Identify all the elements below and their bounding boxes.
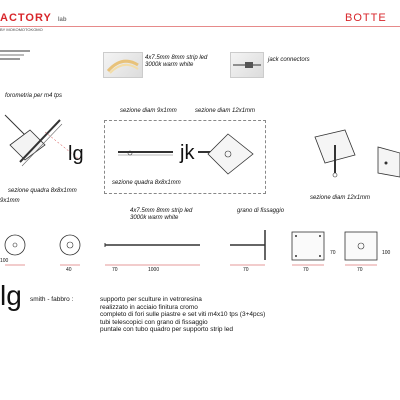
header-divider (0, 26, 400, 27)
label-9x1: 9x1mm (0, 198, 20, 204)
dim-70: 70 (112, 267, 118, 273)
iso-drawing-right (300, 115, 400, 195)
dim-100: 100 (0, 258, 9, 264)
label-strip-led-2: 4x7.5mm 8mm strip led (130, 208, 193, 214)
label-sezione-quadra-2: sezione quadra 8x8x1mm (112, 180, 181, 186)
brand-name: ACTORY (0, 12, 52, 24)
dim-70b: 70 (243, 267, 249, 273)
brand-logo (0, 12, 67, 24)
sheet-title: BOTTE (345, 12, 387, 24)
jack-connector-icon (231, 53, 263, 77)
label-forometria: forometria per m4 tps (5, 93, 63, 99)
dim-100b: 100 (382, 250, 391, 256)
description-line: tubi telescopici con grano di fissaggio (100, 318, 208, 326)
letter-lg-small: lg (68, 143, 84, 165)
label-sezione-diam-12: sezione diam 12x1mm (195, 108, 256, 114)
dim-40: 40 (66, 267, 72, 273)
strip-led-photo (103, 52, 143, 78)
label-warm-white-2: 3000k warm white (130, 215, 179, 221)
brand-subtitle: BY MOKOMOTOKOMO (0, 27, 43, 32)
label-sezione-quadra-1: sezione quadra 8x8x1mm (8, 188, 77, 194)
label-warm-white-1: 3000k warm white (145, 62, 194, 68)
description-line: supporto per sculture in vetroresina (100, 296, 202, 303)
description-block (100, 296, 265, 334)
dim-70d: 70 (330, 250, 336, 256)
label-sezione-diam-12b: sezione diam 12x1mm (310, 195, 371, 201)
dim-1000: 1000 (148, 267, 160, 273)
description-line: realizzato in acciaio finitura cromo (100, 303, 198, 311)
label-grano: grano di fissaggio (237, 208, 285, 214)
label-sezione-diam-9: sezione diam 9x1mm (120, 108, 177, 114)
letter-jk: jk (180, 142, 195, 164)
description-line: completo di fori sulle piastre e set viti m4x10 tps (3+4pcs) (100, 311, 266, 318)
label-strip-led-1: 4x7.5mm 8mm strip led (145, 55, 208, 61)
maker-label: smith - fabbro : (30, 296, 74, 303)
label-jack: jack connectors (268, 57, 310, 63)
strip-led-coil-icon (104, 53, 142, 77)
notes-block (0, 48, 30, 70)
letter-lg-big: lg (0, 280, 22, 311)
brand-suffix: lab (57, 17, 67, 23)
elevation-drawings (0, 220, 400, 280)
jack-photo (230, 52, 264, 78)
description-line: puntale con tubo quadro per supporto strip led (100, 326, 233, 333)
dim-70c: 70 (303, 267, 309, 273)
dim-70e: 70 (357, 267, 363, 273)
